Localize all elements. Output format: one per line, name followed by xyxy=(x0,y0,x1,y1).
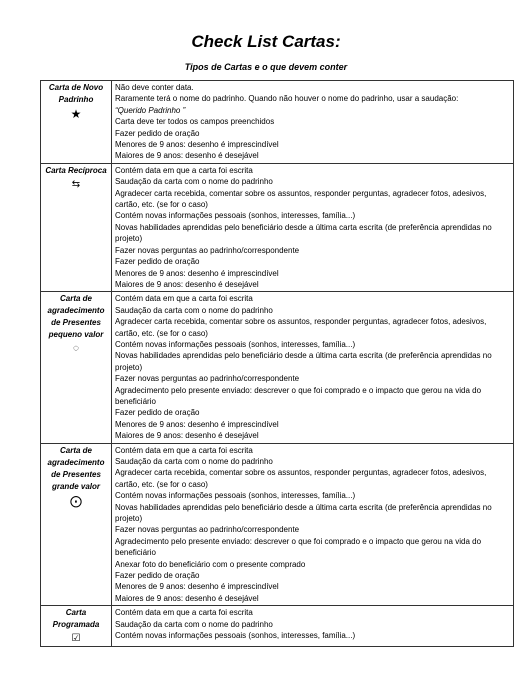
table-row xyxy=(41,443,514,606)
list-item: Contém data em que a carta foi escrita xyxy=(115,445,253,455)
list-item: Contém data em que a carta foi escrita xyxy=(115,165,253,175)
list-item: Menores de 9 anos: desenho é imprescindível xyxy=(115,268,279,278)
list-item: Contém data em que a carta foi escrita xyxy=(115,608,253,618)
circled-dot-icon: ⨀ xyxy=(70,493,82,508)
list-item: Contém novas informações pessoais (sonhos, interesses, família...) xyxy=(115,211,356,221)
list-item: Anexar foto do beneficiário com o presente comprado xyxy=(115,559,306,569)
list-item: Contém novas informações pessoais (sonhos, interesses, família...) xyxy=(115,491,356,501)
requirements-cell xyxy=(112,81,514,164)
checklist-body xyxy=(41,81,514,647)
list-item: Fazer novas perguntas ao padrinho/correspondente xyxy=(115,525,300,535)
letter-type-cell xyxy=(41,81,112,164)
list-item: Menores de 9 anos: desenho é imprescindível xyxy=(115,582,279,592)
list-item: Novas habilidades aprendidas pelo beneficiário desde a última carta escrita (de preferência aprendidas no projeto) xyxy=(115,351,492,372)
list-item: Não deve conter data. xyxy=(115,83,194,92)
checkbox-icon: ☑ xyxy=(71,633,81,645)
list-item: Saudação da carta com o nome do padrinho xyxy=(115,177,273,187)
list-item: Contém novas informações pessoais (sonhos, interesses, família...) xyxy=(115,631,356,641)
list-item: Agradecer carta recebida, comentar sobre os assuntos, responder perguntas, agradecer fotos, adesivos, cartão, etc. (se for o caso) xyxy=(115,188,487,210)
list-item: Maiores de 9 anos: desenho é desejável xyxy=(115,279,259,289)
list-item: Contém novas informações pessoais (sonhos, interesses, família...) xyxy=(115,339,356,349)
letter-type-label: Carta de agradecimento de Presentes pequeno valor xyxy=(47,294,105,340)
letter-type-cell xyxy=(41,443,112,606)
letter-type-label: Carta de Novo Padrinho xyxy=(48,83,104,104)
list-item: Maiores de 9 anos: desenho é desejável xyxy=(115,431,259,441)
letter-type-cell xyxy=(41,606,112,647)
list-item: Maiores de 9 anos: desenho é desejável xyxy=(115,151,259,161)
list-item: Novas habilidades aprendidas pelo beneficiário desde a última carta escrita (de preferência aprendidas no projeto) xyxy=(115,502,492,524)
star-icon: ★ xyxy=(70,107,82,121)
page-title: Check List Cartas: xyxy=(191,32,341,51)
letter-type-label: Carta Programada xyxy=(52,608,100,630)
letter-type-label: Carta Recíproca xyxy=(45,165,107,175)
list-item: Menores de 9 anos: desenho é imprescindível xyxy=(115,419,279,429)
table-row xyxy=(41,606,514,647)
requirements-cell xyxy=(112,443,514,606)
requirements-cell xyxy=(112,163,514,291)
list-item: Agradecer carta recebida, comentar sobre os assuntos, responder perguntas, agradecer fotos, adesivos, cartão, etc. (se for o caso) xyxy=(115,317,487,338)
list-item: Menores de 9 anos: desenho é imprescindível xyxy=(115,140,279,150)
requirements-cell xyxy=(112,606,514,647)
list-item: Saudação da carta com o nome do padrinho xyxy=(115,305,273,315)
table-row xyxy=(41,163,514,291)
list-item: Maiores de 9 anos: desenho é desejável xyxy=(115,593,259,603)
list-item: Fazer pedido de oração xyxy=(115,571,200,581)
list-item: Agradecer carta recebida, comentar sobre os assuntos, responder perguntas, agradecer fotos, adesivos, cartão, etc. (se for o caso) xyxy=(115,468,487,489)
list-item: Fazer novas perguntas ao padrinho/correspondente xyxy=(115,374,300,384)
page-subtitle: Tipos de Cartas e o que devem conter xyxy=(184,62,348,72)
list-item: Novas habilidades aprendidas pelo beneficiário desde a última carta escrita (de preferência aprendidas no projeto) xyxy=(115,222,492,244)
list-item: Carta deve ter todos os campos preenchidos xyxy=(115,117,275,127)
list-item: Saudação da carta com o nome do padrinho xyxy=(115,619,273,629)
list-item: Fazer pedido de oração xyxy=(115,408,200,418)
list-item: Saudação da carta com o nome do padrinho xyxy=(115,457,273,466)
list-item: Agradecimento pelo presente enviado: descrever o que foi comprado e o impacto que gerou na vida do beneficiário xyxy=(115,385,482,406)
list-item: Raramente terá o nome do padrinho. Quando não houver o nome do padrinho, usar a saudação: xyxy=(115,94,459,104)
list-item: Contém data em que a carta foi escrita xyxy=(115,294,253,304)
list-item: Agradecimento pelo presente enviado: descrever o que foi comprado e o impacto que gerou na vida do beneficiário xyxy=(115,536,482,558)
letter-type-cell xyxy=(41,163,112,291)
dotted-circle-icon: ◌ xyxy=(73,343,79,355)
list-item: Fazer novas perguntas ao padrinho/correspondente xyxy=(115,245,300,255)
list-item: Fazer pedido de oração xyxy=(115,128,200,138)
list-item: Fazer pedido de oração xyxy=(115,257,200,267)
table-row xyxy=(41,81,514,164)
letter-type-cell xyxy=(41,292,112,443)
list-item: “Querido Padrinho ” xyxy=(115,105,186,115)
table-row xyxy=(41,292,514,443)
checklist-table xyxy=(40,80,514,647)
swap-arrows-icon: ⇆ xyxy=(71,178,81,190)
requirements-cell xyxy=(112,292,514,443)
letter-type-label: Carta de agradecimento de Presentes grande valor xyxy=(47,445,105,491)
